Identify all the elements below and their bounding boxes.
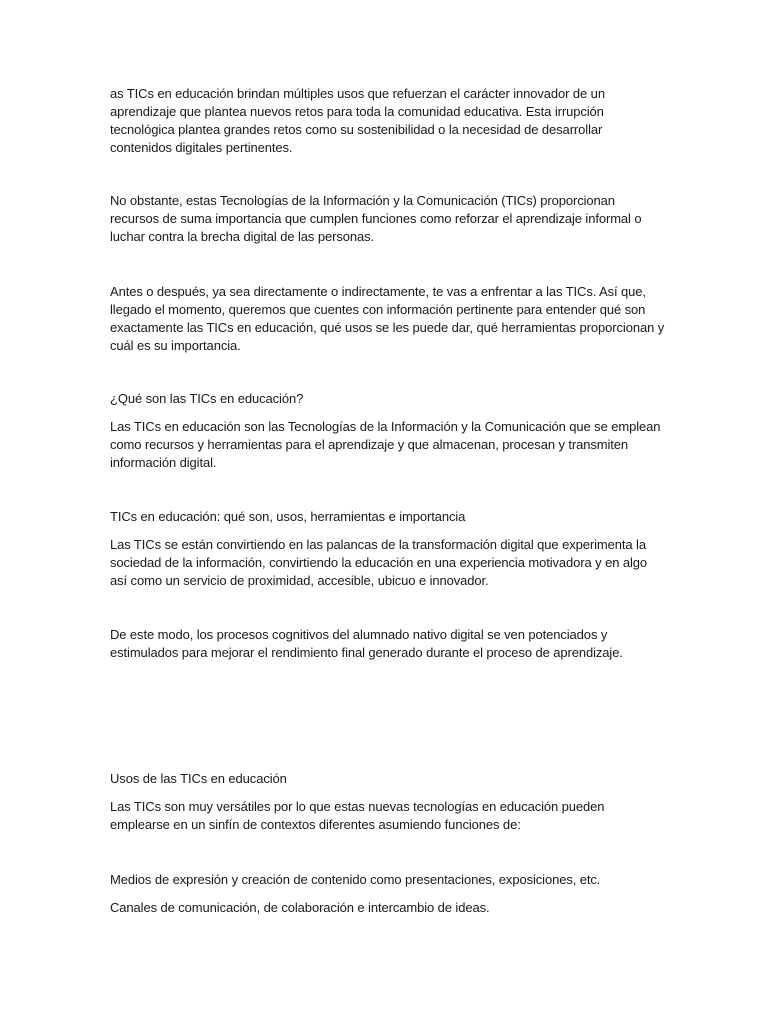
- paragraph-procesos-cognitivos: De este modo, los procesos cognitivos del alumnado nativo digital se ven potenciados y estimulados para mejorar el rendimiento final generado durante el proceso de aprendizaje.: [110, 627, 623, 660]
- paragraph-antes-o-despues: Antes o después, ya sea directamente o indirectamente, te vas a enfrentar a las TICs. Así que, llegado el momento, queremos que cuentes con información pertinente para entender qué son exactamente las TICs en educación, qué usos se les puede dar, qué herramientas proporcionan y cuál es su importancia.: [110, 284, 665, 353]
- paragraph-intro: as TICs en educación brindan múltiples usos que refuerzan el carácter innovador de un aprendizaje que plantea nuevos retos para toda la comunidad educativa. Esta irrupción tecnológica plantea grandes retos como su sostenibilidad o la necesidad de desarrollar contenidos digitales pertinentes.: [110, 86, 605, 155]
- paragraph-no-obstante: No obstante, estas Tecnologías de la Información y la Comunicación (TICs) proporcionan recursos de suma importancia que cumplen funciones como reforzar el aprendizaje informal o luchar contra la brecha digital de las personas.: [110, 193, 642, 244]
- heading-usos: Usos de las TICs en educación: [110, 771, 287, 786]
- paragraph-definicion: Las TICs en educación son las Tecnologías de la Información y la Comunicación que se emplean como recursos y herramientas para el aprendizaje y que almacenan, procesan y transmiten información digital.: [110, 419, 661, 470]
- paragraph-transformacion: Las TICs se están convirtiendo en las palancas de la transformación digital que experimenta la sociedad de la información, convirtiendo la educación en una experiencia motivadora y en algo así como un servicio de proximidad, accesible, ubicuo e innovador.: [110, 537, 648, 588]
- list-item-medios: Medios de expresión y creación de contenido como presentaciones, exposiciones, etc.: [110, 872, 601, 887]
- heading-tics-usos: TICs en educación: qué son, usos, herramientas e importancia: [110, 509, 466, 524]
- list-item-canales: Canales de comunicación, de colaboración e intercambio de ideas.: [110, 900, 490, 915]
- paragraph-versatiles: Las TICs son muy versátiles por lo que estas nuevas tecnologías en educación pueden emplearse en un sinfín de contextos diferentes asumiendo funciones de:: [110, 799, 605, 832]
- heading-que-son: ¿Qué son las TICs en educación?: [110, 391, 304, 406]
